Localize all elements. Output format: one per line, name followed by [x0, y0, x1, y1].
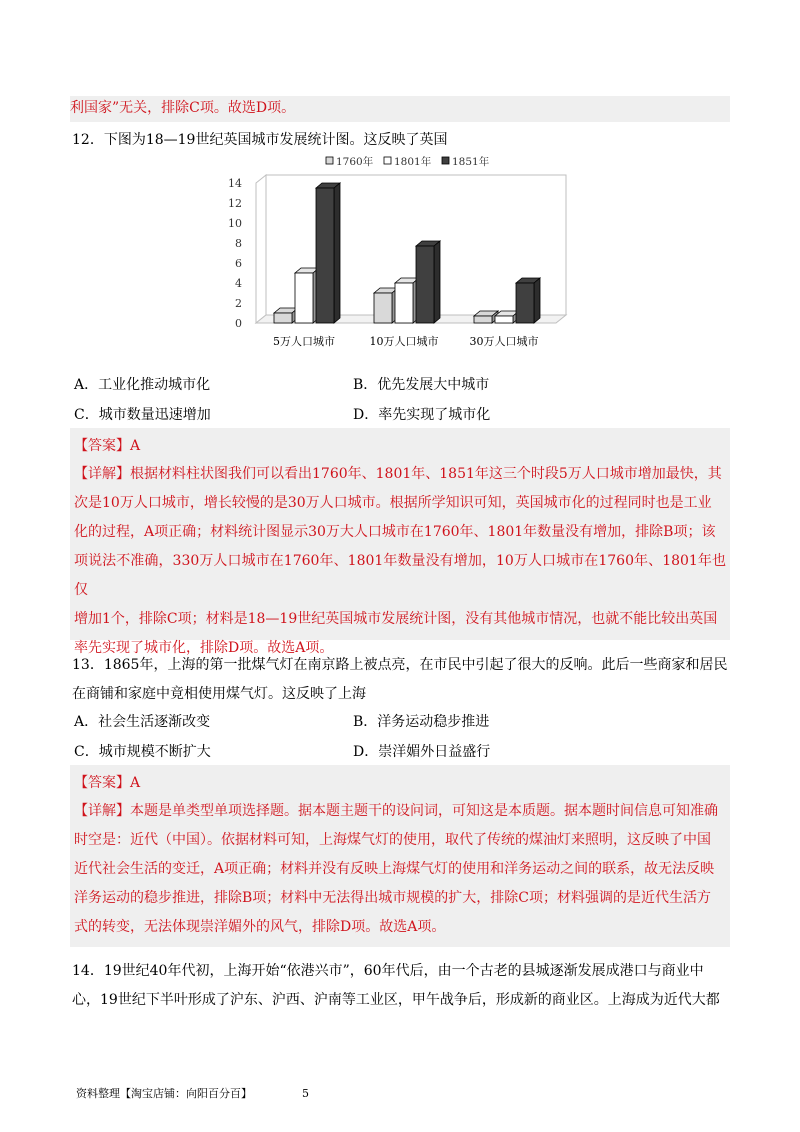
- bar: [316, 183, 340, 323]
- q13-option-d: D．崇洋媚外日益盛行: [353, 744, 491, 760]
- bar: [374, 288, 398, 323]
- q13-detail-line: 洋务运动的稳步推进，排除B项；材料中无法得出城市规模的扩大，排除C项；材料强调的是近代生活方: [74, 890, 711, 906]
- x-category-label: 5万人口城市: [273, 335, 335, 348]
- previous-explanation-text: 利国家”无关，排除C项。故选D项。: [70, 100, 296, 116]
- q14-stem-line: 14．19世纪40年代初，上海开始“依港兴市”，60年代后，由一个古老的县城逐渐发展成港口与商业中: [72, 963, 704, 979]
- y-tick-label: 8: [235, 237, 242, 250]
- q12-detail-line: 项说法不准确，330万人口城市在1760年、1801年数量没有增加，10万人口城市在1760年、1801年也仅: [74, 553, 726, 598]
- chart-x-axis: [273, 335, 539, 348]
- question-13-stem: [72, 651, 732, 709]
- bar-front: [274, 313, 292, 323]
- y-tick-label: 4: [235, 277, 242, 290]
- q12-detail-line: 率先实现了城市化，排除D项。故选A项。: [74, 640, 334, 656]
- bar: [416, 241, 440, 323]
- y-tick-label: 6: [235, 257, 242, 270]
- q14-stem-line: 心，19世纪下半叶形成了沪东、沪西、沪南等工业区，甲午战争后，形成新的商业区。上海成为近代大都: [72, 992, 720, 1008]
- bar-front: [516, 283, 534, 323]
- legend-swatch: [326, 157, 333, 164]
- q13-option-c: C．城市规模不断扩大: [74, 744, 211, 760]
- q12-detail-line: 增加1个，排除C项；材料是18—19世纪英国城市发展统计图，没有其他城市情况，也就不能比较出英国: [74, 611, 718, 627]
- q13-stem-line: 在商铺和家庭中竟相使用煤气灯。这反映了上海: [72, 686, 366, 702]
- city-bar-chart: [226, 152, 588, 352]
- bar-front: [295, 273, 313, 323]
- question-12-stem: 12．下图为18—19世纪英国城市发展统计图。这反映了英国: [72, 132, 448, 148]
- legend-label: 1760年: [336, 156, 374, 168]
- bar-front: [374, 293, 392, 323]
- q13-detail: [70, 793, 730, 942]
- q12-detail-label: 【详解】: [74, 466, 130, 482]
- chart-y-axis: [228, 177, 242, 330]
- y-tick-label: 2: [235, 297, 242, 310]
- legend-label: 1851年: [452, 156, 490, 168]
- y-tick-label: 10: [228, 217, 242, 230]
- bar-front: [316, 188, 334, 323]
- q12-detail-line: 化的过程，A项正确；材料统计图显示30万大人口城市在1760年、1801年数量没有增加，排除B项；该: [74, 524, 716, 540]
- x-category-label: 30万人口城市: [469, 335, 539, 348]
- bar-front: [495, 316, 513, 323]
- chart-side-wall: [256, 175, 266, 323]
- bar-front: [416, 246, 434, 323]
- bar-front: [474, 316, 492, 323]
- q13-option-b: B．洋务运动稳步推进: [353, 714, 490, 730]
- bar-side: [334, 183, 340, 323]
- bar: [474, 311, 498, 323]
- bar-front: [395, 283, 413, 323]
- legend-swatch: [442, 157, 449, 164]
- q13-answer: 【答案】A: [74, 775, 141, 791]
- q12-detail-line: 次是10万人口城市，增长较慢的是30万人口城市。根据所学知识可知，英国城市化的过程同时也是工业: [74, 495, 712, 511]
- q12-option-c: C．城市数量迅速增加: [74, 407, 211, 423]
- y-tick-label: 0: [235, 317, 242, 330]
- q13-stem-line: 13．1865年，上海的第一批煤气灯在南京路上被点亮，在市民中引起了很大的反响。此后一些商家和居民: [72, 657, 728, 673]
- q12-detail: [70, 456, 730, 663]
- q12-answer-block: [70, 428, 730, 656]
- bar: [295, 268, 319, 323]
- chart-legend: [326, 155, 490, 168]
- previous-explanation-tail: [70, 96, 730, 122]
- x-category-label: 10万人口城市: [369, 335, 439, 348]
- bar: [395, 278, 419, 323]
- q12-option-d: D．率先实现了城市化: [353, 407, 491, 423]
- q13-detail-line: 式的转变，无法体现崇洋媚外的风气，排除D项。故选A项。: [74, 919, 446, 935]
- q12-answer: 【答案】A: [74, 438, 141, 454]
- bar: [495, 311, 519, 323]
- q13-answer-block: [70, 765, 730, 947]
- page-footer: 资料整理【淘宝店铺：向阳百分百】: [76, 1087, 252, 1100]
- question-14-stem: [72, 957, 732, 1015]
- bar: [274, 308, 298, 323]
- bar-side: [534, 278, 540, 323]
- q13-detail-line: 时空是：近代（中国）。依据材料可知，上海煤气灯的使用，取代了传统的煤油灯来照明，这反映了中国: [74, 832, 711, 848]
- bar: [516, 278, 540, 323]
- q12-option-b: B．优先发展大中城市: [353, 377, 490, 393]
- q12-option-a: A．工业化推动城市化: [74, 377, 211, 393]
- y-tick-label: 14: [228, 177, 242, 190]
- q12-detail-line: 根据材料柱状图我们可以看出1760年、1801年、1851年这三个时段5万人口城市增加最快，其: [130, 466, 722, 482]
- page-number: 5: [302, 1087, 309, 1100]
- q13-detail-line: 本题是单类型单项选择题。据本题主题干的设问词，可知这是本质题。据本题时间信息可知准确: [130, 803, 718, 819]
- legend-swatch: [384, 157, 391, 164]
- y-tick-label: 12: [228, 197, 242, 210]
- legend-label: 1801年: [394, 156, 432, 168]
- q13-option-a: A．社会生活逐渐改变: [74, 714, 211, 730]
- bar-side: [434, 241, 440, 323]
- q13-detail-label: 【详解】: [74, 803, 130, 819]
- q13-detail-line: 近代社会生活的变迁，A项正确；材料并没有反映上海煤气灯的使用和洋务运动之间的联系，故无法反映: [74, 861, 715, 877]
